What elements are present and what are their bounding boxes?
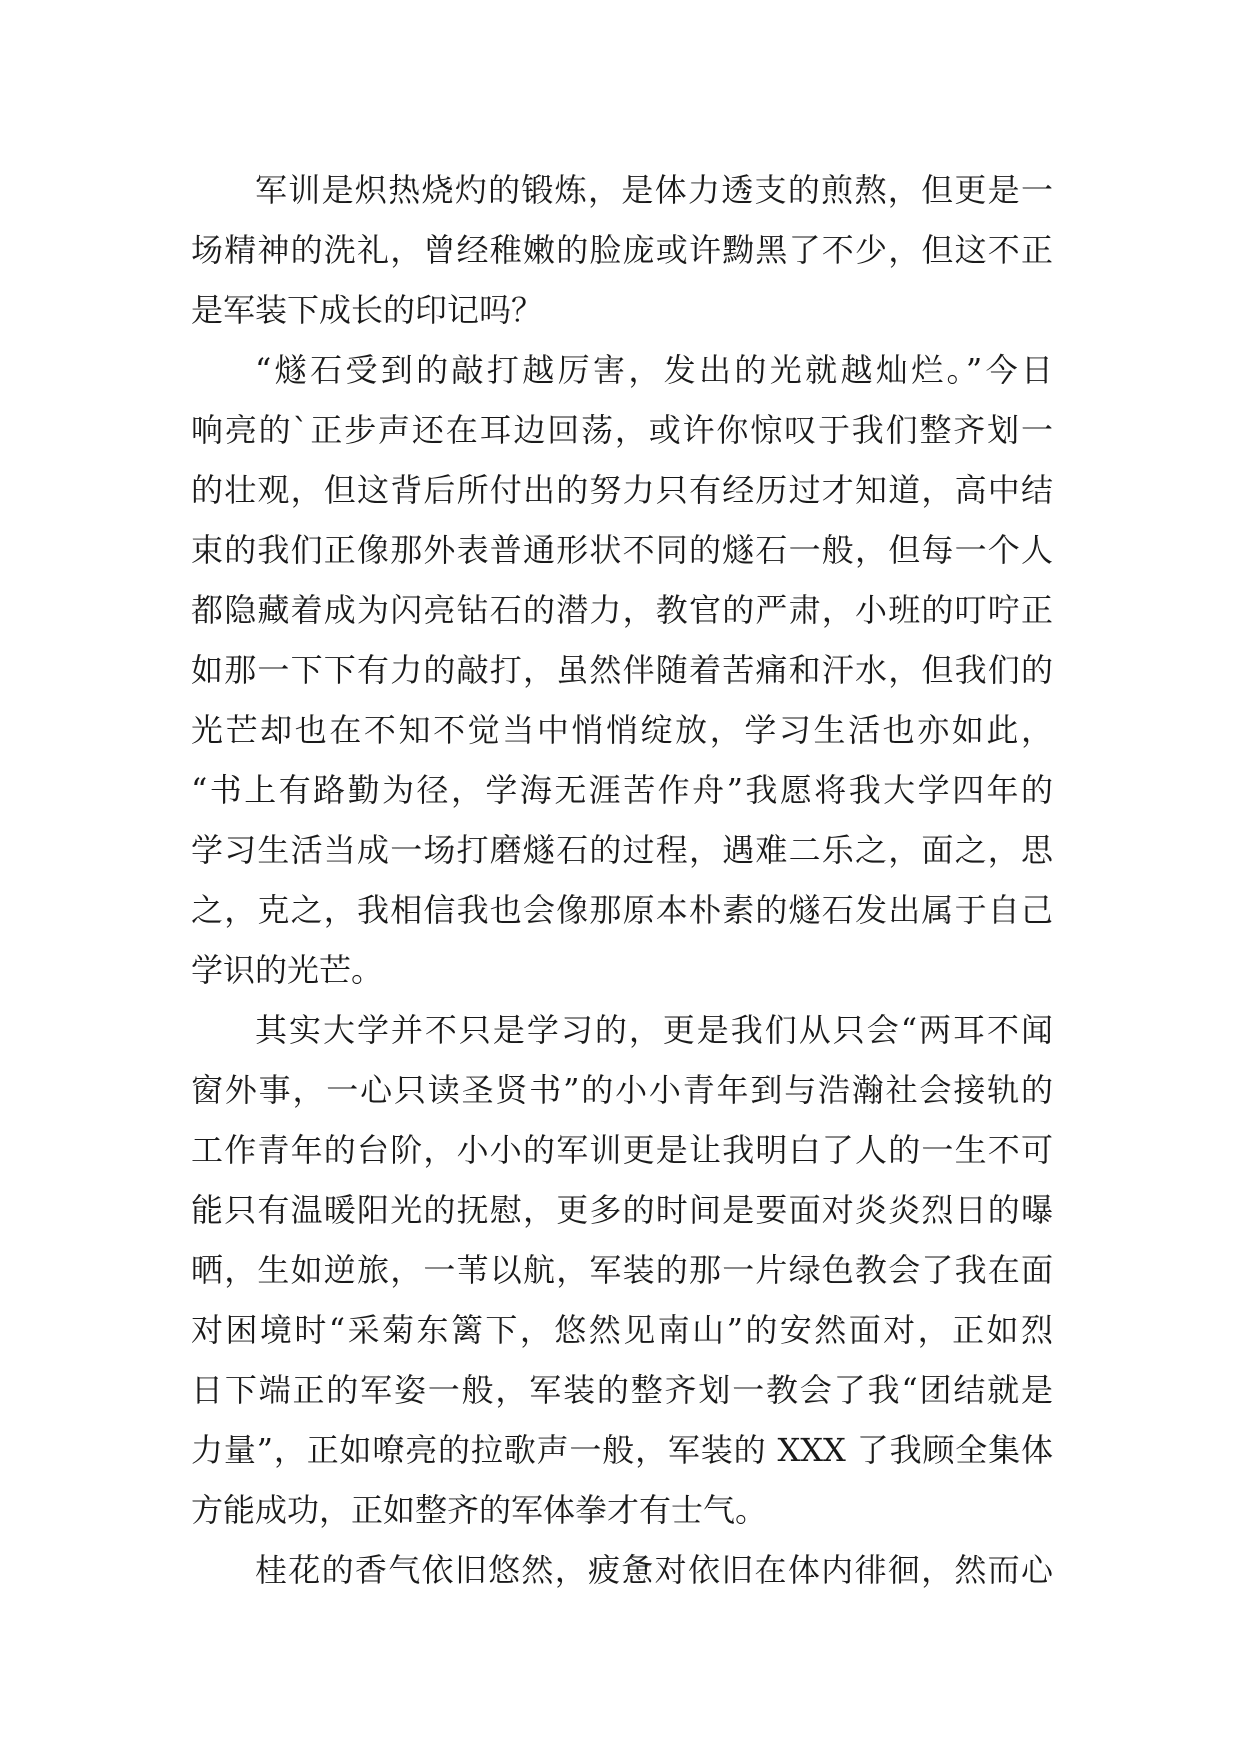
text-line: 日下端正的军姿一般，军装的整齐划一教会了我“团结就是 — [191, 1371, 1053, 1409]
text-line: 工作青年的台阶，小小的军训更是让我明白了人的一生不可 — [191, 1131, 1053, 1169]
text-line: 窗外事，一心只读圣贤书”的小小青年到与浩瀚社会接轨的 — [191, 1071, 1053, 1109]
document-body — [191, 160, 1053, 1600]
text-line: 都隐藏着成为闪亮钻石的潜力，教官的严肃，小班的叮咛正 — [191, 591, 1053, 629]
paragraph-3 — [191, 1000, 1053, 1540]
text-line: 军训是炽热烧灼的锻炼，是体力透支的煎熬，但更是一 — [255, 171, 1053, 209]
text-line: 响亮的`正步声还在耳边回荡，或许你惊叹于我们整齐划一 — [191, 411, 1053, 449]
text-line: 方能成功，正如整齐的军体拳才有士气。 — [191, 1491, 768, 1529]
text-line: 能只有温暖阳光的抚慰，更多的时间是要面对炎炎烈日的曝 — [191, 1191, 1053, 1229]
text-line: 力量”，正如嘹亮的拉歌声一般，军装的 XXX 了我顾全集体 — [191, 1431, 1053, 1469]
text-line: 桂花的香气依旧悠然，疲惫对依旧在体内徘徊，然而心 — [255, 1551, 1053, 1589]
text-line: “燧石受到的敲打越厉害，发出的光就越灿烂。”今日 — [255, 351, 1053, 389]
text-line: 之，克之，我相信我也会像那原本朴素的燧石发出属于自己 — [191, 891, 1053, 929]
text-line: 其实大学并不只是学习的，更是我们从只会“两耳不闻 — [255, 1011, 1053, 1049]
text-line: 场精神的洗礼，曾经稚嫩的脸庞或许黝黑了不少，但这不正 — [191, 231, 1053, 269]
text-line: 是军装下成长的印记吗？ — [191, 291, 544, 329]
paragraph-2 — [191, 340, 1053, 1000]
text-line: 如那一下下有力的敲打，虽然伴随着苦痛和汗水，但我们的 — [191, 651, 1053, 689]
text-line: 学识的光芒。 — [191, 951, 384, 989]
text-line: 束的我们正像那外表普通形状不同的燧石一般，但每一个人 — [191, 531, 1053, 569]
text-line: 对困境时“采菊东篱下，悠然见南山”的安然面对，正如烈 — [191, 1311, 1053, 1349]
text-line: 的壮观，但这背后所付出的努力只有经历过才知道，高中结 — [191, 471, 1053, 509]
paragraph-1 — [191, 160, 1053, 340]
text-line: “书上有路勤为径，学海无涯苦作舟”我愿将我大学四年的 — [191, 771, 1053, 809]
paragraph-4 — [191, 1540, 1053, 1600]
text-line: 光芒却也在不知不觉当中悄悄绽放，学习生活也亦如此， — [191, 711, 1053, 749]
text-line: 学习生活当成一场打磨燧石的过程，遇难二乐之，面之，思 — [191, 831, 1053, 869]
text-line: 晒，生如逆旅，一苇以航，军装的那一片绿色教会了我在面 — [191, 1251, 1053, 1289]
